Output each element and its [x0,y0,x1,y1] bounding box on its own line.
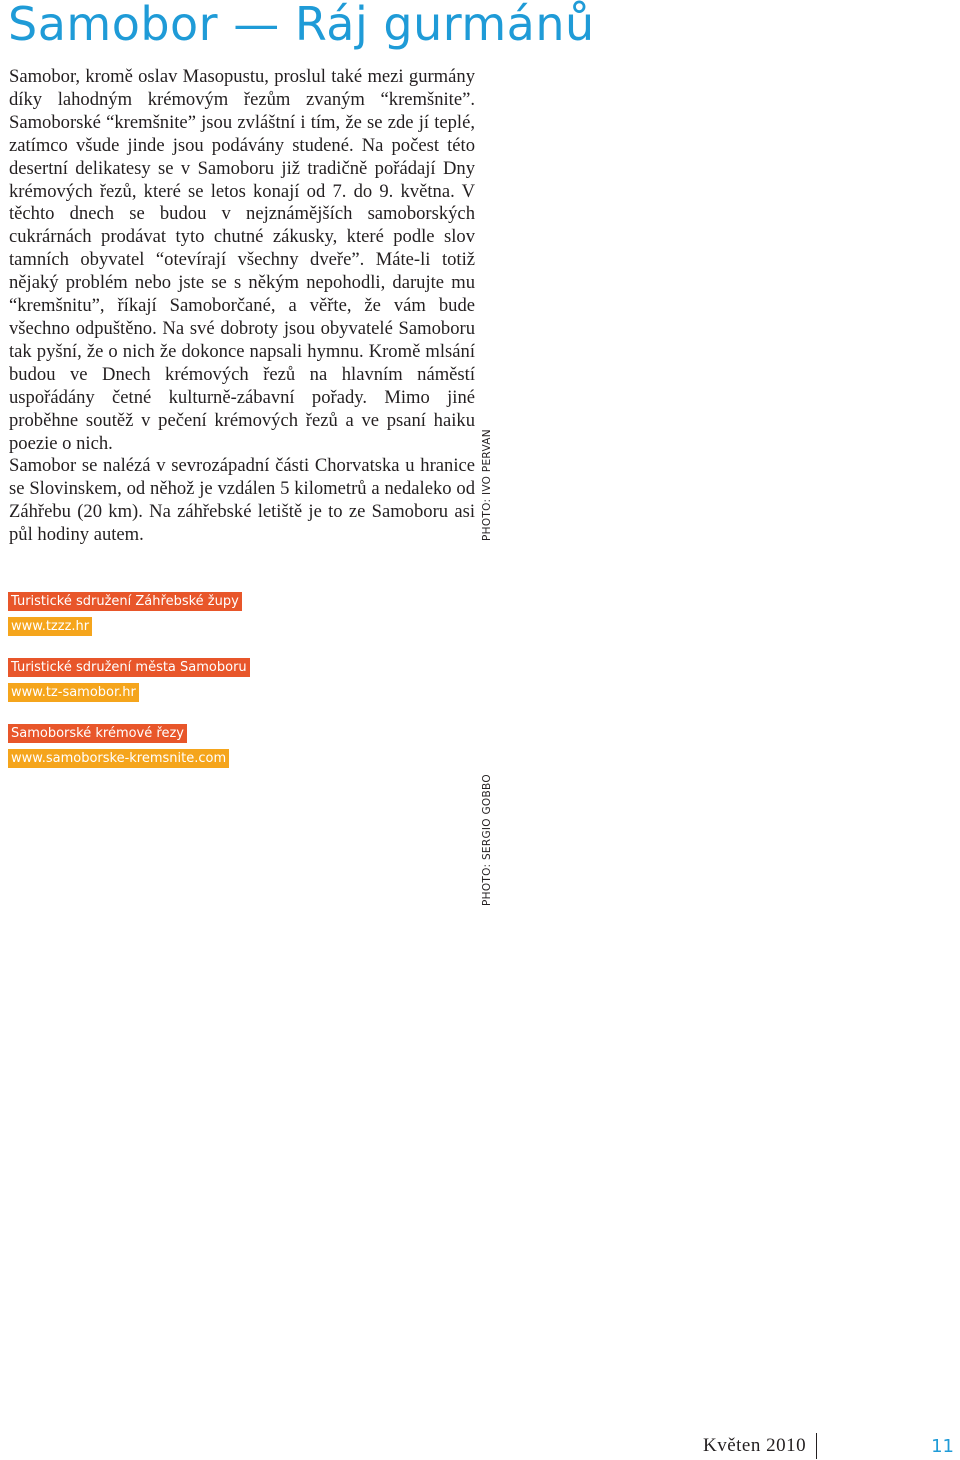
website-link[interactable]: www.tzzz.hr [8,617,92,636]
page-number: 11 [931,1435,954,1457]
article-paragraph: Samobor se nalézá v sevrozápadní části Chorvatska u hranice se Slovinskem, od něhož je vzdálen 5 kilometrů a nedaleko od Záhřebu (20 km). Na záhřebské letiště je to ze Samoboru asi půl hodiny autem. [9,455,475,546]
links-list [8,592,250,790]
photo-credit-2: PHOTO: SERGIO GOBBO [481,774,493,906]
link-group [8,724,250,768]
link-group [8,658,250,702]
footer-divider [816,1433,817,1459]
organization-label: Turistické sdružení města Samoboru [8,658,250,677]
link-group [8,592,250,636]
article-body [9,66,475,547]
article-paragraph: Samobor, kromě oslav Masopustu, proslul také mezi gurmány díky lahodným krémovým řezům zvaným “kremšnite”. Samoborské “kremšnite” jsou zvláštní i tím, že se zde jí teplé, zatímco všude jinde jsou podávány studené. Na počest této desertní delikatesy se v Samoboru již tradičně pořádají Dny krémových řezů, které se letos konají od 7. do 9. května. V těchto dnech se budou v nejznámějších samoborských cukrárnách prodávat tyto chutné zákusky, které podle slov tamních obyvatel “otevírají všechny dveře”. Máte-li totiž nějaký problém nebo jste se s někým nepohodli, darujte mu “kremšnitu”, říkají Samoborčané, a věřte, že vám bude všechno odpuštěno. Na své dobroty jsou obyvatelé Samoboru tak pyšní, že o nich že dokonce napsali hymnu. Kromě mlsání budou ve Dnech krémových řezů na hlavním náměstí uspořádány četné kulturně-zábavní pořady. Mimo jiné proběhne soutěž v pečení krémových řezů a ve psaní haiku poezie o nich. [9,66,475,454]
issue-date: Květen 2010 [702,1435,807,1456]
organization-label: Turistické sdružení Záhřebské župy [8,592,242,611]
organization-label: Samoborské krémové řezy [8,724,187,743]
photo-credit-1: PHOTO: IVO PERVAN [481,429,493,541]
website-link[interactable]: www.samoborske-kremsnite.com [8,749,229,768]
page-footer [703,1433,954,1459]
page-title: Samobor — Ráj gurmánů [8,0,595,51]
website-link[interactable]: www.tz-samobor.hr [8,683,139,702]
